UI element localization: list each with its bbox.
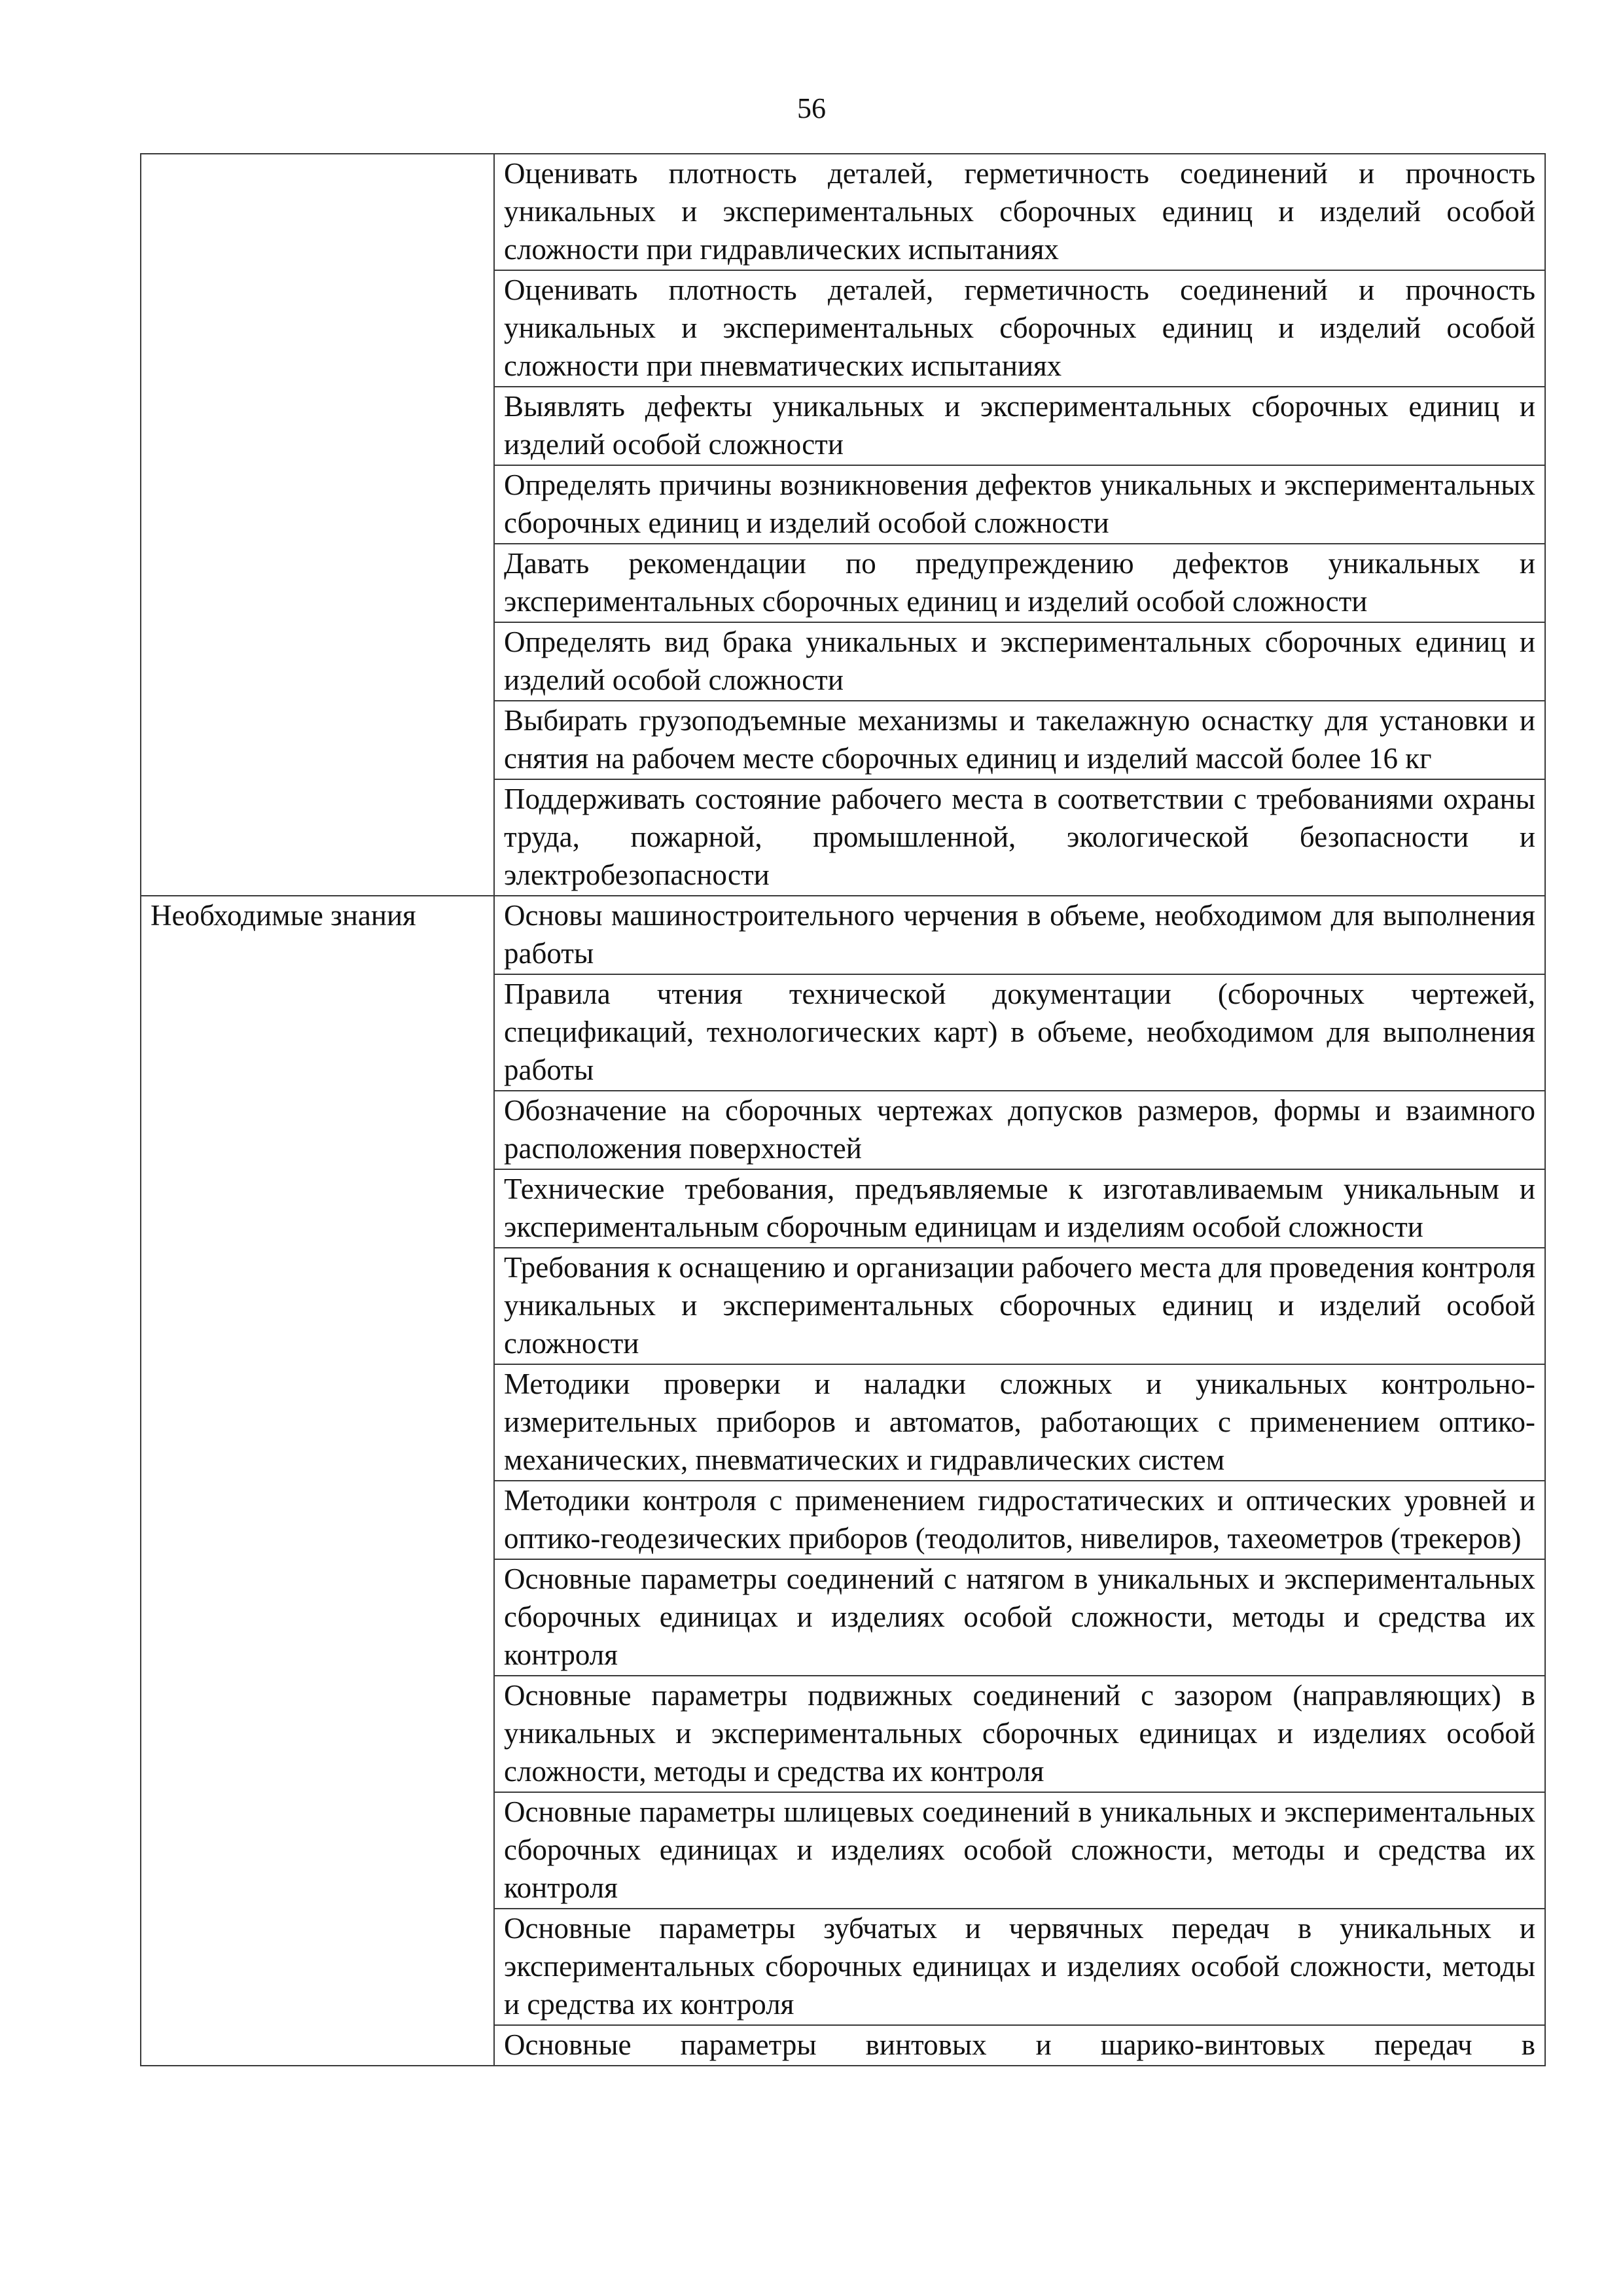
- knowledge-item: Основные параметры соединений с натягом в уникальных и экспериментальных сборочных единицах и изделиях особой сложности, методы и средства их контроля: [494, 1559, 1545, 1676]
- knowledge-item: Обозначение на сборочных чертежах допусков размеров, формы и взаимного расположения поверхностей: [494, 1091, 1545, 1169]
- skill-item: Определять вид брака уникальных и экспериментальных сборочных единиц и изделий особой сложности: [494, 622, 1545, 701]
- knowledge-item: Технические требования, предъявляемые к изготавливаемым уникальным и экспериментальным сборочным единицам и изделиям особой сложности: [494, 1169, 1545, 1248]
- skill-item: Поддерживать состояние рабочего места в соответствии с требованиями охраны труда, пожарной, промышленной, экологической безопасности и электробезопасности: [494, 779, 1545, 896]
- knowledge-label: Необходимые знания: [141, 896, 494, 2066]
- knowledge-item: Основы машиностроительного черчения в объеме, необходимом для выполнения работы: [494, 896, 1545, 974]
- table-row: [141, 154, 1545, 270]
- knowledge-item: Требования к оснащению и организации рабочего места для проведения контроля уникальных и экспериментальных сборочных единиц и изделий особой сложности: [494, 1248, 1545, 1364]
- knowledge-item: Основные параметры шлицевых соединений в уникальных и экспериментальных сборочных единицах и изделиях особой сложности, методы и средства их контроля: [494, 1792, 1545, 1909]
- knowledge-item: Основные параметры подвижных соединений с зазором (направляющих) в уникальных и экспериментальных сборочных единицах и изделиях особой сложности, методы и средства их контроля: [494, 1676, 1545, 1792]
- skill-item: Оценивать плотность деталей, герметичность соединений и прочность уникальных и экспериментальных сборочных единиц и изделий особой сложности при пневматических испытаниях: [494, 270, 1545, 387]
- knowledge-item: Основные параметры зубчатых и червячных передач в уникальных и экспериментальных сборочных единицах и изделиях особой сложности, методы и средства их контроля: [494, 1909, 1545, 2025]
- skill-item: Определять причины возникновения дефектов уникальных и экспериментальных сборочных единиц и изделий особой сложности: [494, 465, 1545, 544]
- knowledge-item: Правила чтения технической документации (сборочных чертежей, спецификаций, технологических карт) в объеме, необходимом для выполнения работы: [494, 974, 1545, 1091]
- page-number: 56: [797, 92, 826, 124]
- skills-label-cell: [141, 154, 494, 896]
- requirements-table: [140, 153, 1546, 2066]
- skill-item: Выбирать грузоподъемные механизмы и такелажную оснастку для установки и снятия на рабочем месте сборочных единиц и изделий массой более 16 кг: [494, 701, 1545, 779]
- table-row: [141, 896, 1545, 974]
- skill-item: Давать рекомендации по предупреждению дефектов уникальных и экспериментальных сборочных единиц и изделий особой сложности: [494, 544, 1545, 622]
- knowledge-item: Методики контроля с применением гидростатических и оптических уровней и оптико-геодезических приборов (теодолитов, нивелиров, тахеометров (трекеров): [494, 1481, 1545, 1559]
- skill-item: Оценивать плотность деталей, герметичность соединений и прочность уникальных и экспериментальных сборочных единиц и изделий особой сложности при гидравлических испытаниях: [494, 154, 1545, 270]
- knowledge-item: Методики проверки и наладки сложных и уникальных контрольно-измерительных приборов и автоматов, работающих с применением оптико-механических, пневматических и гидравлических систем: [494, 1364, 1545, 1481]
- skill-item: Выявлять дефекты уникальных и экспериментальных сборочных единиц и изделий особой сложности: [494, 387, 1545, 465]
- knowledge-item-partial: Основные параметры винтовых и шарико-винтовых передач в: [494, 2025, 1545, 2066]
